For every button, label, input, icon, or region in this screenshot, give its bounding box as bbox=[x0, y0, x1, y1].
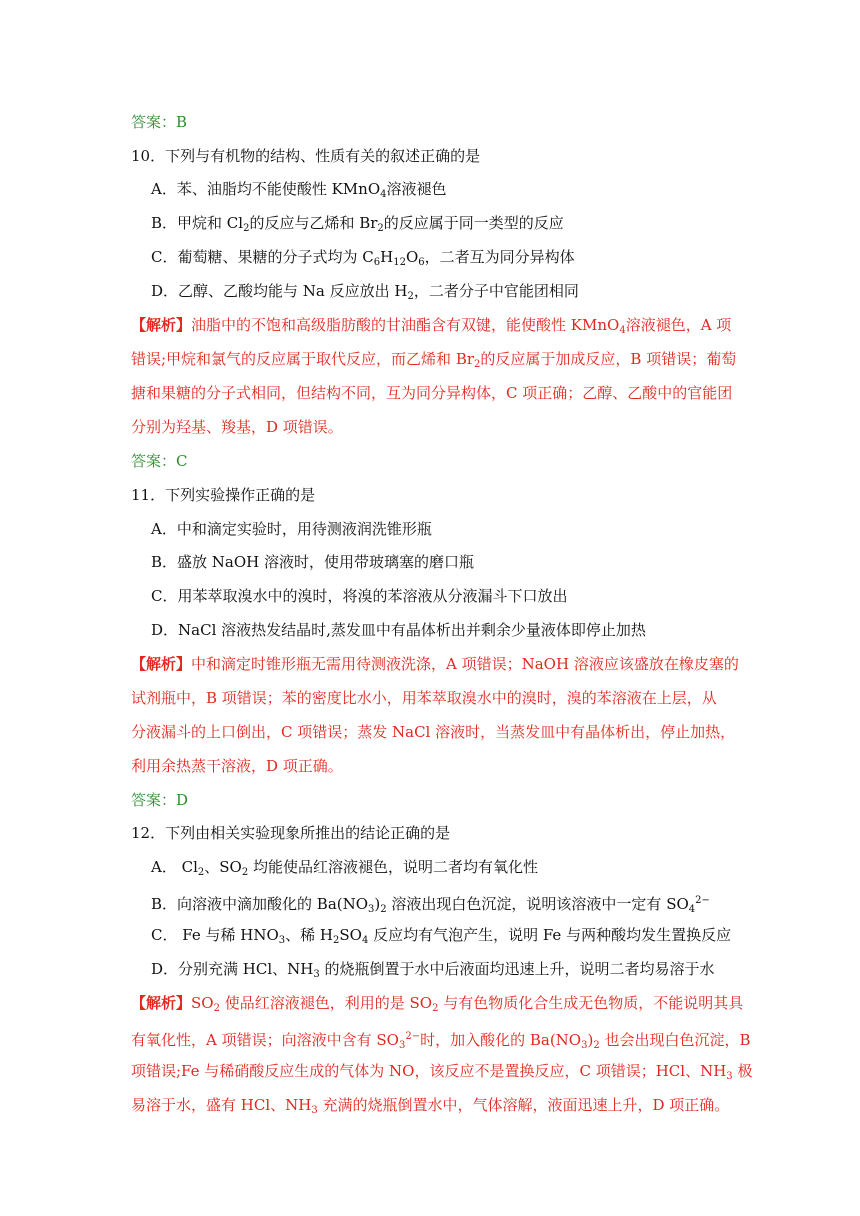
question-12-stem: 12．下列由相关实验现象所推出的结论正确的是 bbox=[131, 824, 451, 842]
question-11-stem: 11．下列实验操作正确的是 bbox=[131, 486, 316, 504]
q10-explanation-line-3: 搪和果糖的分子式相同，但结构不同，互为同分异构体，C 项正确；乙醇、乙酸中的官能团 bbox=[131, 384, 733, 402]
q10-option-c: C．葡萄糖、果糖的分子式均为 $C_6H_{12}O_6$，二者互为同分异构体 bbox=[151, 248, 575, 268]
answer-line: 答案：C bbox=[131, 452, 188, 470]
q12-option-a: A． $Cl_2$、$SO_2$ 均能使品红溶液褪色，说明二者均有氧化性 bbox=[151, 858, 538, 878]
q11-option-d: D．NaCl 溶液热发结晶时,蒸发皿中有晶体析出并剩余少量液体即停止加热 bbox=[151, 621, 646, 639]
q11-explanation-line-4: 利用余热蒸干溶液，D 项正确。 bbox=[131, 757, 343, 775]
answer-line: 答案：D bbox=[131, 791, 189, 809]
question-10-stem: 10．下列与有机物的结构、性质有关的叙述正确的是 bbox=[131, 147, 481, 165]
answer-line: 答案：B bbox=[131, 113, 188, 131]
q11-explanation-line-3: 分液漏斗的上口倒出，C 项错误；蒸发 NaCl 溶液时，当蒸发皿中有晶体析出，停止加热， bbox=[131, 723, 736, 741]
q11-option-b: B．盛放 NaOH 溶液时，使用带玻璃塞的磨口瓶 bbox=[151, 553, 475, 571]
q12-explanation-line-1: 【解析】$SO_2$ 使品红溶液褪色，利用的是 $SO_2$ 与有色物质化合生成无色物质，不能说明其具 bbox=[131, 994, 744, 1014]
q10-explanation-line-1: 【解析】油脂中的不饱和高级脂肪酸的甘油酯含有双键，能使酸性 KMnO$_4$溶液褪色，A 项 bbox=[131, 316, 732, 336]
q10-option-d: D．乙醇、乙酸均能与 Na 反应放出 $H_2$，二者分子中官能团相同 bbox=[151, 282, 579, 302]
q10-explanation-line-4: 分别为羟基、羧基，D 项错误。 bbox=[131, 418, 343, 436]
q11-option-c: C．用苯萃取溴水中的溴时，将溴的苯溶液从分液漏斗下口放出 bbox=[151, 587, 568, 605]
q10-option-b: B．甲烷和 $Cl_2$的反应与乙烯和 $Br_2$的反应属于同一类型的反应 bbox=[151, 214, 564, 234]
q12-option-b: B．向溶液中滴加酸化的 $Ba(NO_3)_2$ 溶液出现白色沉淀，说明该溶液中一定有 $SO_4^{2-}$ bbox=[151, 895, 710, 915]
q11-explanation-line-2: 试剂瓶中，B 项错误；苯的密度比水小，用苯萃取溴水中的溴时，溴的苯溶液在上层，从 bbox=[131, 689, 717, 707]
q12-explanation-line-2: 有氧化性，A 项错误；向溶液中含有 $SO_3^{2-}$时，加入酸化的 $Ba(NO_3)_2$ 也会出现白色沉淀，B bbox=[131, 1031, 751, 1051]
q12-option-c: C． Fe 与稀 $HNO_3$、稀 $H_2SO_4$ 反应均有气泡产生，说明 Fe 与两种酸均发生置换反应 bbox=[151, 926, 732, 946]
q10-explanation-line-2: 错误;甲烷和氯气的反应属于取代反应，而乙烯和 $Br_2$的反应属于加成反应，B 项错误；葡萄 bbox=[131, 350, 737, 370]
q12-explanation-line-4: 易溶于水，盛有 HCl、$NH_3$ 充满的烧瓶倒置水中，气体溶解，液面迅速上升，D 项正确。 bbox=[131, 1096, 730, 1116]
q12-explanation-line-3: 项错误;Fe 与稀硝酸反应生成的气体为 NO，该反应不是置换反应，C 项错误；HCl、$NH_3$ 极 bbox=[131, 1062, 753, 1082]
q12-option-d: D．分别充满 HCl、$NH_3$ 的烧瓶倒置于水中后液面均迅速上升，说明二者均易溶于水 bbox=[151, 960, 715, 980]
q11-explanation-line-1: 【解析】中和滴定时锥形瓶无需用待测液洗涤，A 项错误；NaOH 溶液应该盛放在橡皮塞的 bbox=[131, 655, 739, 673]
q10-option-a: A．苯、油脂均不能使酸性 KMnO$_4$溶液褪色 bbox=[151, 180, 447, 200]
q11-option-a: A．中和滴定实验时，用待测液润洗锥形瓶 bbox=[151, 520, 432, 538]
